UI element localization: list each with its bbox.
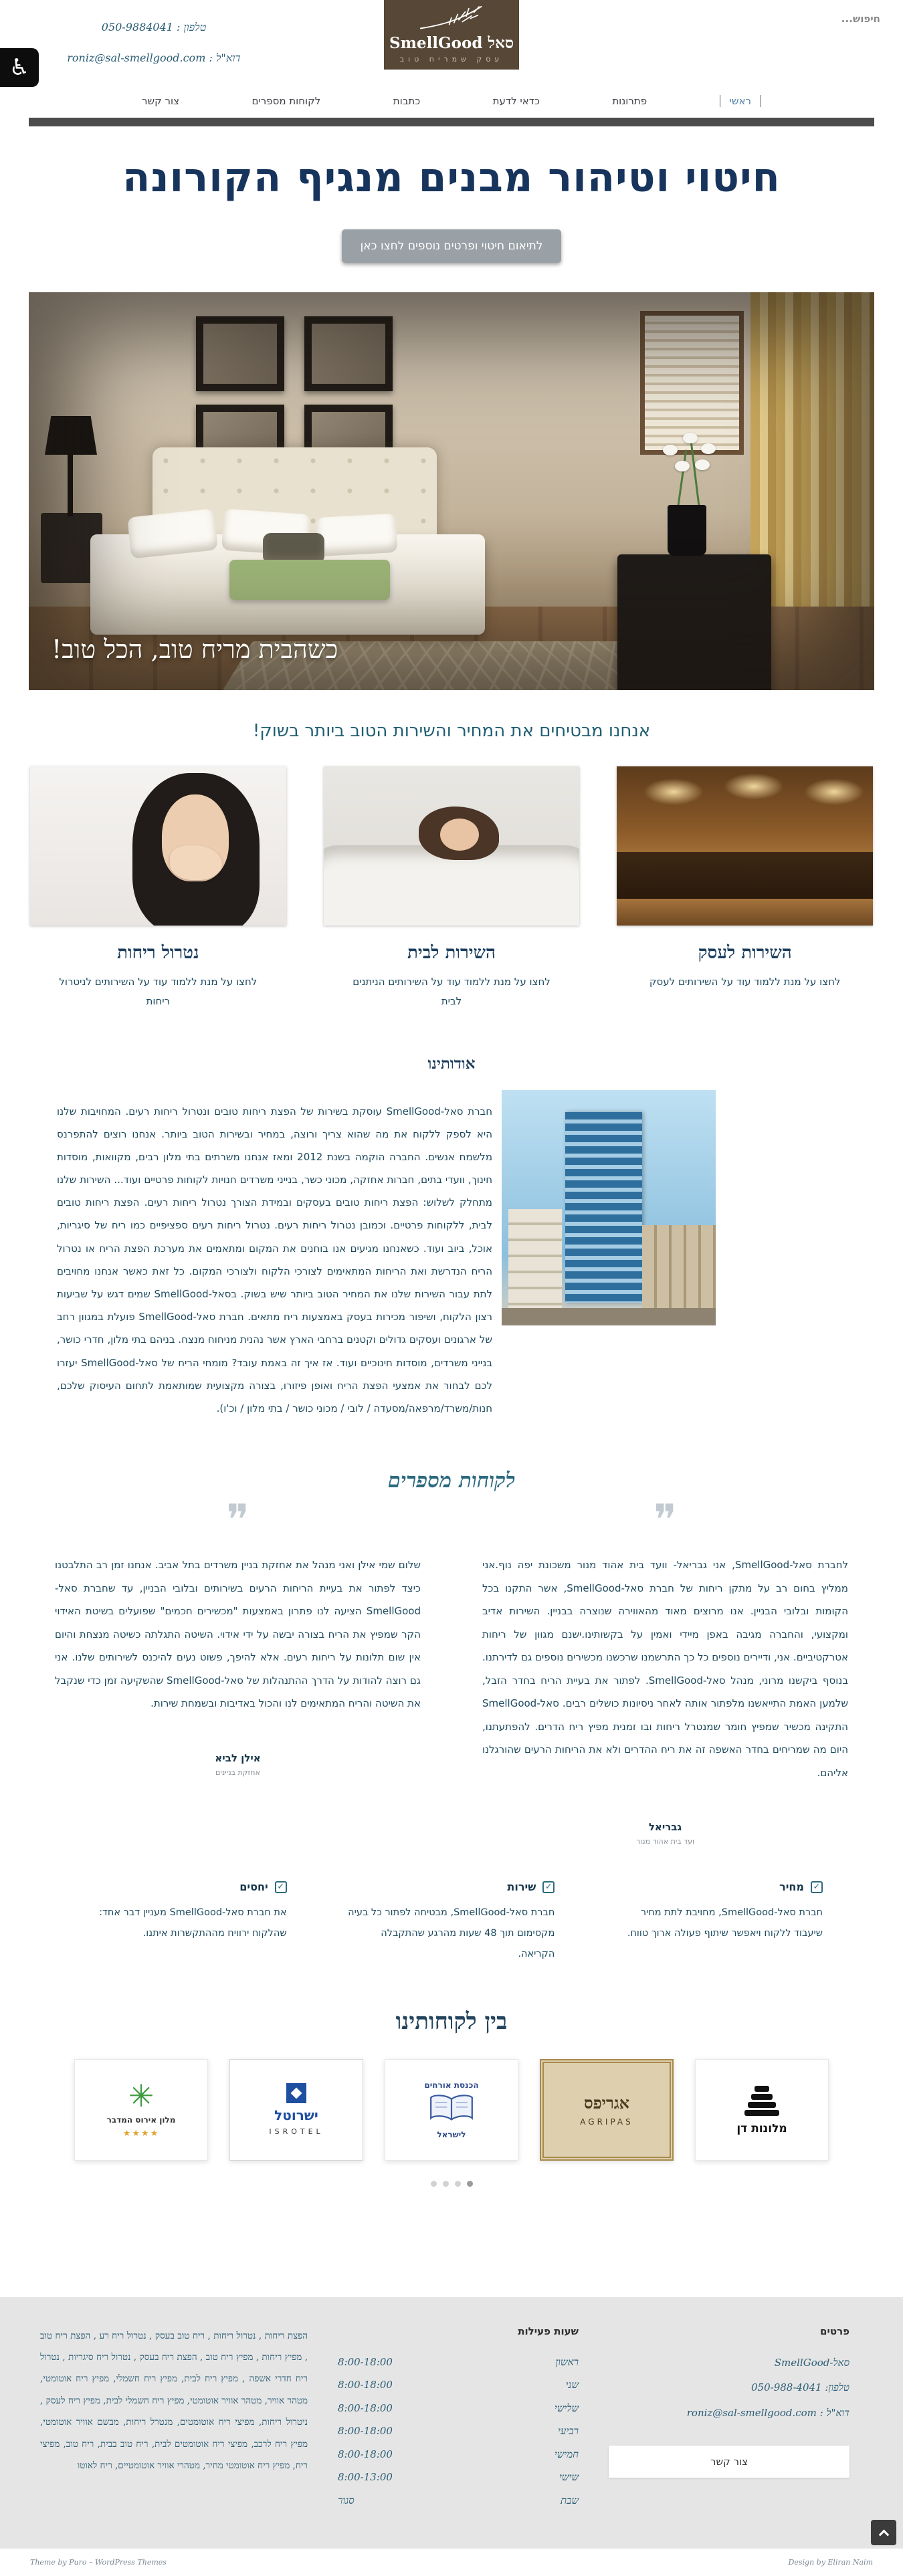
testimonial-name: גבריאל <box>648 1821 682 1834</box>
design-credit[interactable]: Design by Eliran Naim <box>788 2558 873 2567</box>
checkbox-icon <box>542 1881 555 1893</box>
person-decoration <box>170 845 222 880</box>
orchid-decoration <box>677 449 687 510</box>
footer <box>0 2297 903 2549</box>
client-logo-label: מלון אירוס המדבר <box>106 2115 176 2125</box>
orchid-bloom <box>675 461 690 471</box>
testimonial-text: לחברת סאל-SmellGood, אני גבריאל- וועד בית אהוד מנור משכונת יפה נוף.אני ממליץ בחום רב על מתקן ריחות של חברת סאל-SmellGood, אשר התקנו בכל הקומות ובלובי הבניין. אנו מרוצים מאוד מהאווירה שנוצרה בבניין. השירות אדיב ומקצועי, והחברה מגיבה באפן מיידי ואמין על בקשותינו.ישנם מגוון של ריחות אטרקטיביים. אני, ודיירים נוספים כל כך התרשמנו שרכשנו מכשירים נוספים גם לדירתנו. בנוסף ביקשנו מרוני, מנהל סאל-SmellGood. לפתור את בעיית הריח בחדר הזבל, שלמען האמת התייאשנו מלפתור אותה לאחר ניסיונות כושלים רבים. סאל-SmellGood התקינה מכשיר שמפיץ חומר שמנטרל ריחות ובו זמנית מפיץ ריח הדרים. להפתעתנו, היום מה שמריחים בחדר האשפה זה את ריח ההדרים ולא את הריחות הרעים שהורגלנו אליהם. <box>482 1559 848 1779</box>
divider-strip <box>29 118 874 126</box>
testimonial-role: ועד בית אהוד מנור <box>635 1837 695 1846</box>
carousel-dot[interactable] <box>455 2181 461 2187</box>
feature-title: יחסים <box>239 1881 268 1894</box>
theme-credit[interactable]: Theme by Puro – WordPress Themes <box>30 2558 167 2567</box>
footer-details-title: פרטים <box>820 2325 849 2337</box>
client-logo-label-en: AGRIPAS <box>580 2117 633 2127</box>
nav-item-articles[interactable]: כתבות <box>393 95 421 107</box>
hours-day: שישי <box>559 2471 579 2484</box>
feature-title: שירות <box>507 1881 536 1894</box>
open-book-icon <box>427 2094 476 2126</box>
hours-time: 8:00-18:00 <box>338 2355 393 2368</box>
orchid-bloom <box>695 459 710 470</box>
client-logo-label: אגריפס <box>583 2092 630 2113</box>
feature-title: מחיר <box>779 1881 804 1894</box>
check-icon: ✓ <box>277 1882 285 1893</box>
disinfection-cta-button[interactable]: לתיאום חיטוי ופרטים נוספים לחצו כאן <box>342 229 562 263</box>
testimonial-role: אחזקת בניינים <box>215 1767 260 1777</box>
service-card-odor-neutralizing[interactable] <box>30 766 286 1012</box>
credits-bar <box>0 2549 903 2576</box>
testimonial-item <box>55 1495 421 1846</box>
side-table-decoration <box>617 554 771 690</box>
lamp-shade-decoration <box>45 416 97 455</box>
hours-time: 8:00-18:00 <box>338 2425 393 2438</box>
testimonials-section <box>0 1469 903 1846</box>
client-logo-label: לישראל <box>437 2129 466 2139</box>
about-title: אודותינו <box>427 1054 476 1073</box>
client-logo-dan-hotels[interactable] <box>695 2059 829 2161</box>
testimonial-name: אילן לביא <box>215 1751 261 1764</box>
services-section <box>30 766 873 1012</box>
hours-day: שבת <box>561 2494 579 2506</box>
feature-service <box>347 1881 555 1965</box>
search-input[interactable] <box>771 12 882 25</box>
light-decoration <box>643 778 704 805</box>
header <box>0 0 903 88</box>
nav-item-solutions[interactable]: פתרונות <box>612 95 647 107</box>
service-card-home[interactable] <box>324 766 580 1012</box>
hours-day: שני <box>565 2379 579 2391</box>
hours-day: שלישי <box>554 2401 579 2414</box>
contact-info <box>64 12 244 74</box>
footer-phone: טלפון: 050-988-4041 <box>751 2381 849 2394</box>
accessibility-button[interactable] <box>0 48 39 87</box>
logo-tagline: עסק שמריח טוב <box>399 55 504 64</box>
carousel-dot[interactable] <box>467 2181 473 2187</box>
footer-contact-button[interactable]: צור קשר <box>609 2446 849 2478</box>
wall-frame <box>196 316 284 391</box>
light-decoration <box>804 778 864 805</box>
hours-time: 8:00-18:00 <box>338 2448 393 2460</box>
scroll-to-top-button[interactable] <box>871 2520 896 2545</box>
main-nav <box>0 88 903 118</box>
client-logo-label-en: ISROTEL <box>269 2127 324 2137</box>
pillow-decoration <box>316 514 398 556</box>
check-icon: ✓ <box>813 1882 821 1893</box>
service-card-business[interactable] <box>617 766 873 1012</box>
flower-icon: ✳ <box>128 2078 155 2115</box>
isrotel-icon <box>286 2083 306 2103</box>
hours-row <box>338 2351 579 2374</box>
footer-services-text: הפצת ריחות , נטרול ריחות , ריח טוב בעסק , נטרול ריח רע , הפצת ריח טוב , מפיץ ריחות , מפיץ ריח טוב , הפצת ריח בעסק , נטרול ריח סיגריות , נטרול ריח חדרי אשפה , מפיץ ריח לבית, מפיץ ריח חשמלי, מפיץ ריח אוטומטי, מטהר אוויר, מטהר אוויר אוטומטי, מפיץ ריח חשמלי לבית, מפיץ ריח לעסק , ניטרול ריחות, מפיצי ריח אוטומטים, מנטרל ריחות, מבשם אוויר אוטומטי, מפיץ ריח לרכב, מפיצי ריח אוטומטים לבית, ריח טוב בבית, ריח טוב, מפיצי ריח, מפיץ ריח אוטומטי מחיר, מטהרי אוויר אוטומטיים, ריח לאוטו <box>40 2330 308 2471</box>
quote-icon: ❞ <box>654 1496 677 1546</box>
header-email[interactable]: דוא"ל : roniz@sal-smellgood.com <box>67 51 241 65</box>
photo-caption: כשהבית מריח טוב, הכל טוב! <box>52 635 338 664</box>
star-rating: ★★★★ <box>122 2129 160 2139</box>
odor-service-image <box>30 766 286 926</box>
branch-icon <box>415 4 488 33</box>
logo-carousel-dots <box>0 2181 903 2187</box>
clients-title: בין לקוחותינו <box>395 2008 508 2035</box>
nav-item-home[interactable]: ראשי <box>720 95 761 107</box>
hours-row <box>338 2373 579 2397</box>
footer-email[interactable]: דוא"ל : roniz@sal-smellgood.com <box>686 2406 849 2419</box>
hours-time: סגור <box>338 2494 355 2506</box>
carousel-dot[interactable] <box>443 2181 449 2187</box>
testimonial-text: שלום שמי אילן ואני מנהל את אחזקת בניין משרדים בתל אביב. אנחנו זמן רב התלבטנו כיצד לפתור את בעיית הריחות הרעים בשירותים ובלובי הבניין, עד שחברת סאל-SmellGood הציעה לנו פתרון באמצעות "מכשירים חכמים" שפועלים בשיטת האידוי הקר שמפיץ את הריח בצורה יבשה על ידי אידוי. השיטה התגלתה כשיטה מנצחת והיום אין שום תלונות על ריחות רעים. אלא להיפך, פשוט נעים להיכנס לשירותים שלנו. אני גם רוצה להודות על הדרך ההתנהלות של סאל-SmellGood שהשקיעה זמן כדי שנקבל את השיטה והריח המתאימים לנו והכול באדיבות ובשמחת שירות. <box>55 1559 421 1710</box>
client-logo-hachnasat-orchim[interactable] <box>385 2059 518 2161</box>
hours-time: 8:00-18:00 <box>338 2401 393 2414</box>
hours-row <box>338 2420 579 2443</box>
client-logo-iris-hotel[interactable] <box>74 2059 208 2161</box>
home-service-image <box>324 766 580 926</box>
client-logo-label: מלונות דן <box>736 2122 787 2136</box>
nav-item-good-to-know[interactable]: כדאי לדעת <box>492 95 540 107</box>
client-logo-label: ישרוטל <box>274 2107 318 2124</box>
business-service-image <box>617 766 873 926</box>
hours-row <box>338 2397 579 2420</box>
tower-decoration <box>565 1112 642 1303</box>
hours-time: 8:00-18:00 <box>338 2379 393 2391</box>
service-title[interactable]: נטרול ריחות <box>117 943 199 963</box>
service-description: לחצו על מנת ללמוד עוד על השירותים לניטרול ריחות <box>59 976 258 1008</box>
service-description: לחצו על מנת ללמוד עוד על השירותים הניתנים לבית <box>353 976 550 1008</box>
site-logo[interactable] <box>384 0 519 70</box>
orchid-bloom <box>683 433 698 443</box>
service-description: לחצו על מנת ללמוד עוד על השירותים לעסק <box>649 976 841 988</box>
hero-title: חיטוי וטיהור מבנים מנגיף הקורונה <box>122 154 781 201</box>
features-section <box>79 1881 823 1965</box>
ground-decoration <box>502 1308 716 1325</box>
person-decoration <box>440 819 479 851</box>
wall-frame <box>304 316 393 391</box>
feature-relations <box>79 1881 287 1965</box>
feature-text: את חברת סאל-SmellGood מעניין דבר אחד: שהלקוח ירוויח מההתקשרות איתנו. <box>99 1907 287 1939</box>
promise-line: אנחנו מבטיחים את המחיר והשירות הטוב ביותר בשוק! <box>252 721 651 741</box>
checkbox-icon <box>275 1881 287 1893</box>
building-decoration <box>642 1225 716 1312</box>
feature-text: חברת סאל-SmellGood, מחויבת לתת מחיר שיעבוד ללקוח ויאפשר שיתוף פעולה ארוך טווח. <box>627 1907 823 1939</box>
checkbox-icon <box>811 1881 823 1893</box>
carousel-dot[interactable] <box>431 2181 437 2187</box>
dan-hotels-icon <box>744 2084 779 2118</box>
about-building-image <box>502 1090 716 1325</box>
footer-brand: סאל-SmellGood <box>774 2356 849 2369</box>
logo-brand-text: SmellGood סאל <box>389 34 514 52</box>
vase-decoration <box>668 505 706 556</box>
nav-item-contact[interactable]: צור קשר <box>142 95 180 107</box>
quote-icon: ❞ <box>226 1496 249 1546</box>
footer-hours-title: שעות פעילות <box>518 2325 579 2337</box>
header-phone: טלפון : 050-9884041 <box>101 21 207 33</box>
hours-day: חמישי <box>554 2448 579 2460</box>
feature-price <box>615 1881 823 1965</box>
clients-section <box>0 2008 903 2187</box>
about-text: חברת סאל-SmellGood עוסקת בשירות של הפצת ריחות טובים ונטרול ריחות רעים. המחויבות שלנו היא לספק ללקוח את מה שהוא צריך ורוצה, במחיר ובשירות הטוב ביותר. אנחנו רוצים להתפרנס מלשמח אנשים. החברה הוקמה בשנת 2012 ומאז אנחנו משרתים בתי מלון רבים, מקוואות, מוסדות חינוך, וועדי בתים, חברות אחזקה, מכוני כשר, בנייני משרדים חנויות לקוחות פרטיים ועוד... השירות שלנו מתחלק לשלוש: הפצת ריחות טובים בעסקים ובמידת הצורך נטרול ריחות רעים. הפצת ריחות טובים לבית, ללקוחות פרטיים. וכמובן נטרול ריחות רעים. נטרול ריחות רעים ספציפיים כמו ריח של סיגריות, אוכל, ביוב ועוד. כשאנחנו מגיעים אנו בוחנים את המקום ומתאמים את מערכת הפצת הריח או נטרול הריח הנדרשת ואת הריחות המתאימים לצורכי הלקוח ולצורכי המקום. כל זאת כאשר אנחנו מחויבים לתת עבור השירות שלנו את המחיר הטוב ביותר שיש בשוק. בסאל-SmellGood שמים דגש על שביעות רצון הלקוח, ושיפור מכירות בעסק באמצעות ריח מתאים. חברת סאל-SmellGood פועלת במגוון רחב של ארגונים ועסקים גדולים וקטנים ברחבי הארץ אשר נהנית מניחוח מנצח. בניהם בתי מלון, חדרי כושר, בנייני משרדים, מוסדות חינוכיים ועוד. אז איך זה באמת עובד? מומחי הריח של סאל-SmellGood יעזרו לכם לבחור את אמצעי הפצת הריח ואופן פיזורו, בצורה מקצועית שמותאמת לתחום העיסוק שלכם, חנות/משרד/מרפאה/מסעדה / לובי / מכוני כושר / בתי מלון / וכ'ו). <box>57 1105 493 1414</box>
testimonial-item <box>482 1495 848 1846</box>
hours-day: ראשון <box>555 2355 579 2368</box>
building-decoration <box>508 1209 562 1309</box>
service-title[interactable]: השירות לעסק <box>698 943 792 963</box>
client-logo-label: הכנסת אורחים <box>424 2080 479 2090</box>
hours-row <box>338 2466 579 2489</box>
client-logo-agripas[interactable] <box>540 2059 674 2161</box>
footer-details-column <box>609 2325 849 2512</box>
footer-hours-column <box>338 2325 579 2512</box>
chevron-up-icon <box>878 2529 889 2540</box>
client-logo-isrotel[interactable] <box>229 2059 363 2161</box>
hours-time: 8:00-13:00 <box>338 2471 393 2484</box>
service-title[interactable]: השירות לבית <box>407 943 496 963</box>
testimonials-title: לקוחות מספרים <box>387 1469 516 1493</box>
hours-row <box>338 2443 579 2466</box>
wheelchair-icon: ♿ <box>9 54 30 81</box>
nav-item-testimonials[interactable]: לקוחות מספרים <box>252 95 321 107</box>
hero-section <box>0 126 903 292</box>
hours-row <box>338 2489 579 2512</box>
orchid-bloom <box>701 443 716 454</box>
reception-counter-decoration <box>617 852 873 899</box>
hero-photo-bedroom <box>29 292 874 690</box>
lamp-decoration <box>68 449 73 516</box>
light-decoration <box>724 773 784 800</box>
hours-day: רביעי <box>558 2425 579 2438</box>
about-section <box>0 1055 903 1430</box>
orchid-bloom <box>663 445 678 455</box>
throw-blanket-decoration <box>229 560 390 600</box>
check-icon: ✓ <box>544 1882 553 1893</box>
search <box>771 12 882 25</box>
feature-text: חברת סאל-SmellGood, מבטיחה לפתור כל בעיה מקסימום תוך 48 שעות מהרגע שהתקבלה הקריאה. <box>348 1907 555 1960</box>
